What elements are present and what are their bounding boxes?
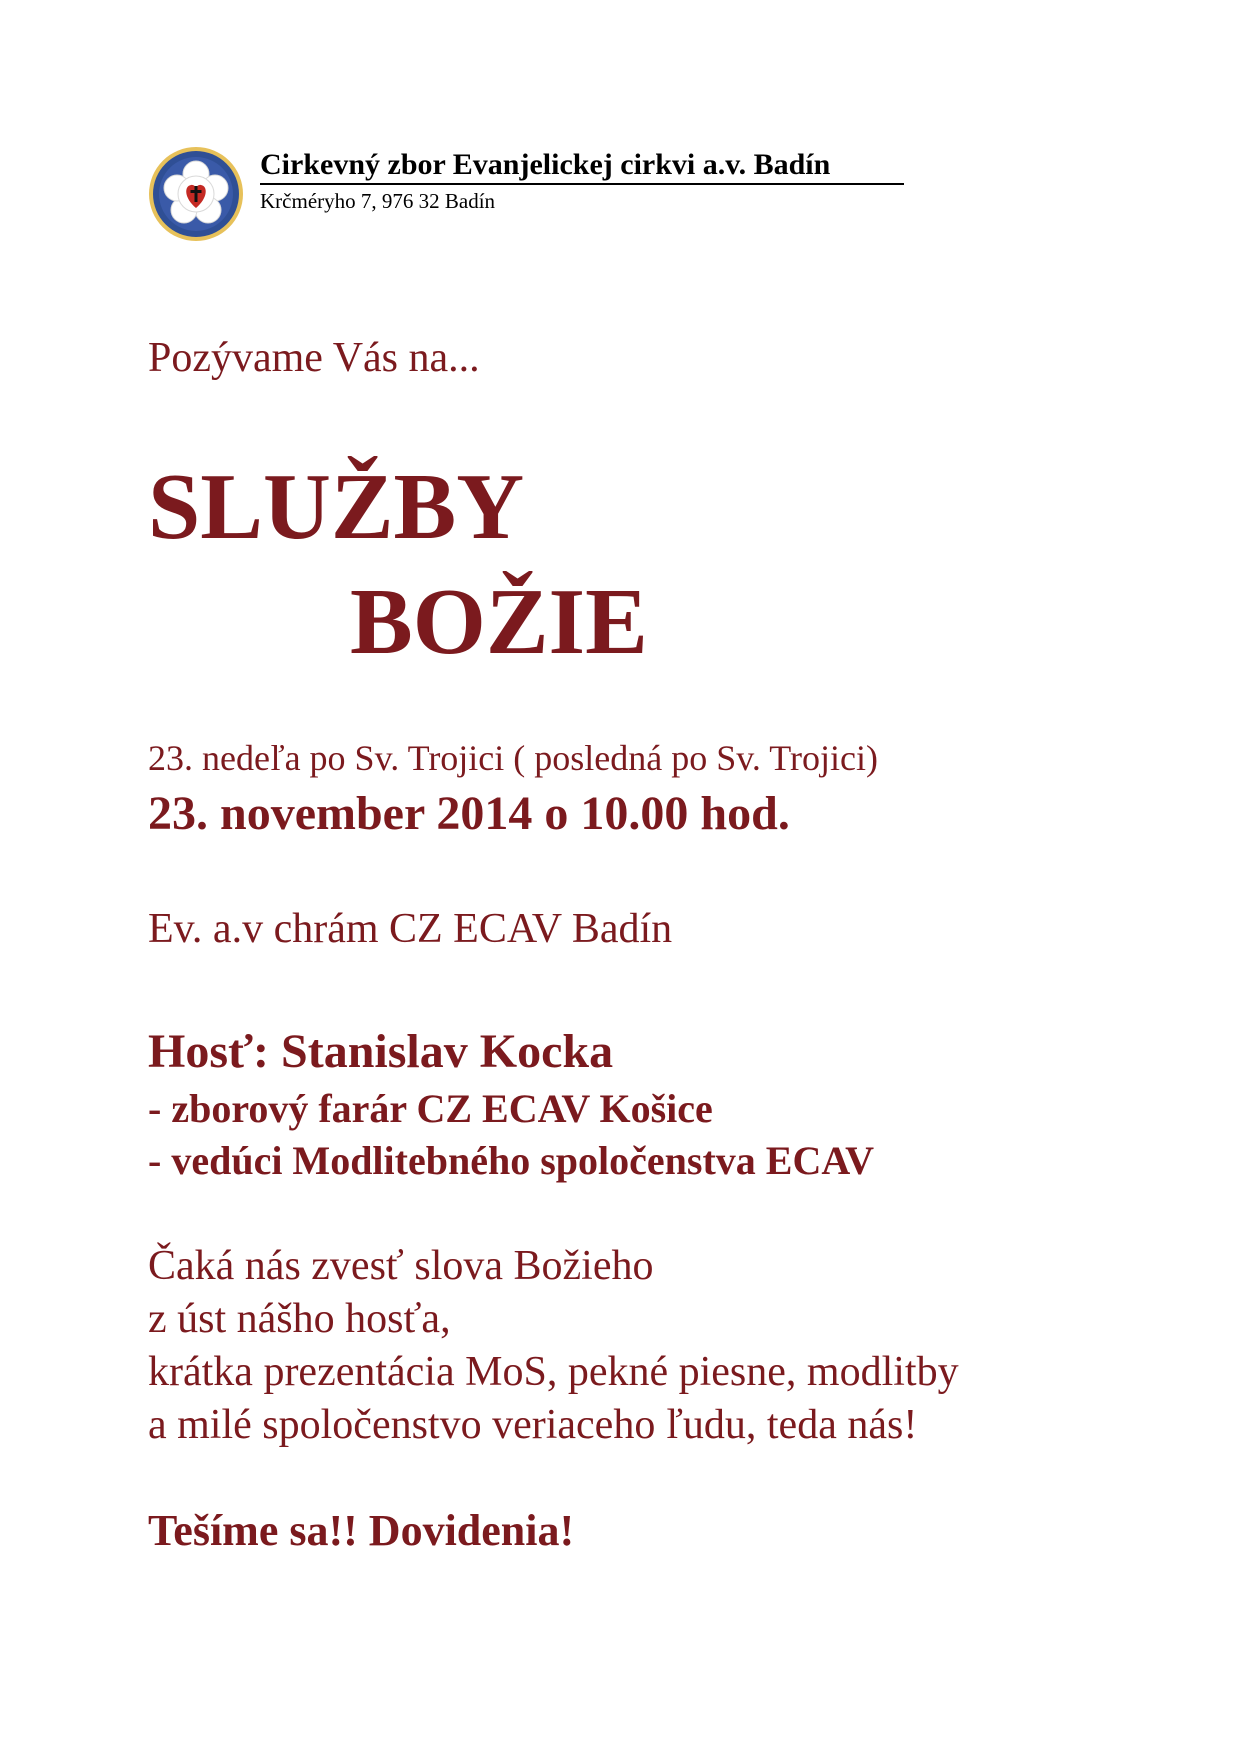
letterhead xyxy=(148,146,908,246)
description-line: Čaká nás zvesť slova Božieho xyxy=(148,1243,654,1289)
guest-role-2: - vedúci Modlitebného spoločenstva ECAV xyxy=(148,1138,874,1183)
event-description xyxy=(148,1240,959,1452)
luther-rose-seal-icon xyxy=(148,146,244,242)
header-underline xyxy=(260,183,904,185)
title-line-2: BOŽIE xyxy=(350,570,648,674)
title-line-1: SLUŽBY xyxy=(148,455,525,559)
closing-text: Tešíme sa!! Dovidenia! xyxy=(148,1506,575,1555)
event-venue: Ev. a.v chrám CZ ECAV Badín xyxy=(148,906,673,952)
description-line: z úst nášho hosťa, xyxy=(148,1296,451,1342)
occasion-text: 23. nedeľa po Sv. Trojici ( posledná po Sv. Trojici) xyxy=(148,738,878,778)
description-line: krátka prezentácia MoS, pekné piesne, modlitby xyxy=(148,1349,959,1395)
organization-name: Cirkevný zbor Evanjelickej cirkvi a.v. Badín xyxy=(260,148,831,181)
invite-line: Pozývame Vás na... xyxy=(148,335,480,381)
guest-name: Hosť: Stanislav Kocka xyxy=(148,1025,614,1078)
organization-address: Krčméryho 7, 976 32 Badín xyxy=(260,189,496,213)
guest-role-1: - zborový farár CZ ECAV Košice xyxy=(148,1086,713,1131)
event-datetime: 23. november 2014 o 10.00 hod. xyxy=(148,787,790,840)
description-line: a milé spoločenstvo veriaceho ľudu, teda nás! xyxy=(148,1402,918,1448)
